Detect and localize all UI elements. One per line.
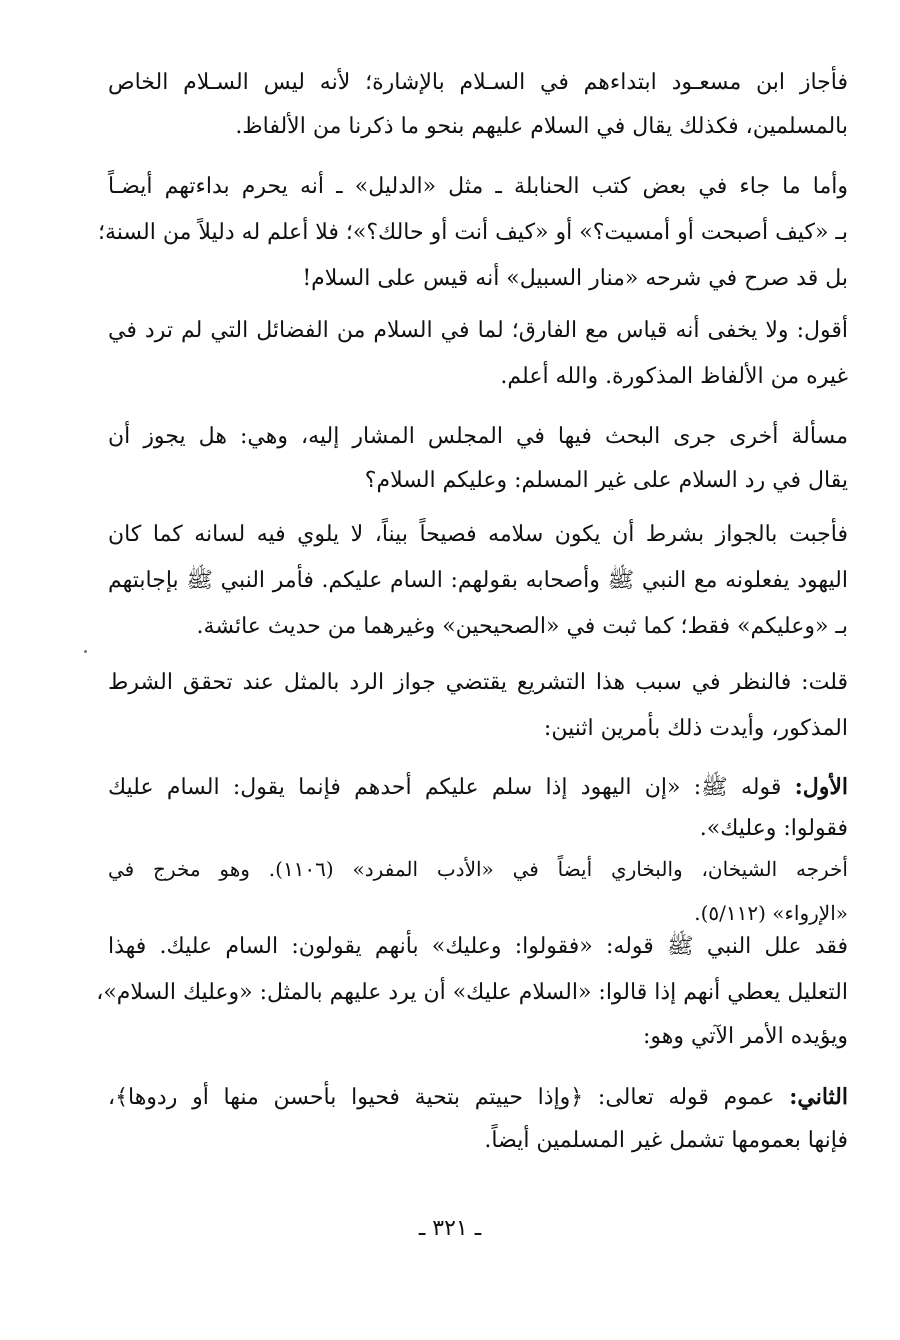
text-line: بالمسلمين، فكذلك يقال في السلام عليهم بنحو ما ذكرنا من الألفاظ. — [235, 114, 848, 139]
text-line: المذكور، وأيدت ذلك بأمرين اثنين: — [543, 716, 848, 741]
reference-line: «الإرواء» (٥/١١٢). — [694, 901, 848, 925]
text-line: ويؤيده الأمر الآتي وهو: — [643, 1024, 848, 1049]
page-number: ـ ٣٢١ ـ — [418, 1216, 482, 1241]
text-line: فأجاز ابن مسعـود ابتداءهم في السـلام بالإشارة؛ لأنه ليس السـلام الخاص — [108, 70, 848, 95]
text-line: بـ «وعليكم» فقط؛ كما ثبت في «الصحيحين» وغيرهما من حديث عائشة. — [196, 614, 848, 639]
text-line: مسألة أخرى جرى البحث فيها في المجلس المشار إليه، وهي: هل يجوز أن — [108, 424, 848, 449]
paragraph-lead-first: الأول: — [794, 774, 848, 800]
text-line: فإنها بعمومها تشمل غير المسلمين أيضاً. — [484, 1128, 848, 1153]
paragraph-lead-second: الثاني: — [789, 1084, 848, 1110]
text-line: فقد علل النبي ﷺ قوله: «فقولوا: وعليك» بأنهم يقولون: السام عليك. فهذا — [108, 934, 848, 959]
text-line — [108, 1080, 848, 1115]
margin-dot — [84, 650, 87, 653]
text-line: يقال في رد السلام على غير المسلم: وعليكم السلام؟ — [364, 468, 848, 493]
text-line: وأما ما جاء في بعض كتب الحنابلة ـ مثل «الدليل» ـ أنه يحرم بداءتهم أيضـاً — [108, 174, 848, 199]
text-line: قلت: فالنظر في سبب هذا التشريع يقتضي جواز الرد بالمثل عند تحقق الشرط — [108, 670, 848, 695]
text-line: اليهود يفعلونه مع النبي ﷺ وأصحابه بقولهم: السام عليكم. فأمر النبي ﷺ بإجابتهم — [108, 568, 848, 593]
text-line: بـ «كيف أصبحت أو أمسيت؟» أو «كيف أنت أو حالك؟»؛ فلا أعلم له دليلاً من السنة؛ — [98, 220, 848, 245]
text-line: غيره من الألفاظ المذكورة. والله أعلم. — [500, 364, 848, 389]
text-line: بل قد صرح في شرحه «منار السبيل» أنه قيس على السلام! — [302, 266, 848, 291]
text-line — [108, 770, 848, 805]
text-line: فأجبت بالجواز بشرط أن يكون سلامه فصيحاً بيناً، لا يلوي فيه لسانه كما كان — [108, 522, 848, 547]
text-line-content: قوله ﷺ: «إن اليهود إذا سلم عليكم أحدهم فإنما يقول: السام عليك — [108, 775, 795, 800]
text-line: التعليل يعطي أنهم إذا قالوا: «السلام عليك» أن يرد عليهم بالمثل: «وعليك السلام»، — [96, 980, 848, 1005]
text-line: أقول: ولا يخفى أنه قياس مع الفارق؛ لما في السلام من الفضائل التي لم ترد في — [108, 318, 848, 343]
reference-line: أخرجه الشيخان، والبخاري أيضاً في «الأدب المفرد» (١١٠٦). وهو مخرج في — [108, 857, 848, 881]
text-line: فقولوا: وعليك». — [699, 816, 848, 841]
text-line-content: عموم قوله تعالى: ﴿وإذا حييتم بتحية فحيوا بأحسن منها أو ردوها﴾، — [108, 1085, 790, 1110]
